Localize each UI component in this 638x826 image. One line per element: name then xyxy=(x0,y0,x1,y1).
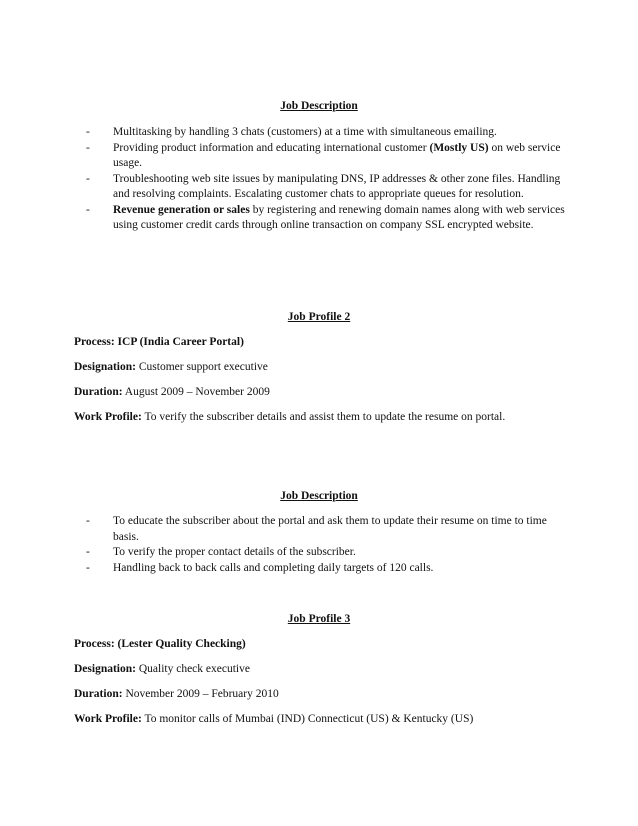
job-description-list xyxy=(86,514,566,576)
work-profile-value: To verify the subscriber details and assist them to update the resume on portal. xyxy=(141,411,506,423)
bullet-dash: - xyxy=(86,561,90,574)
job-profile-2-heading: Job Profile 2 xyxy=(287,311,351,323)
bullet-text: Troubleshooting web site issues by manipulating DNS, IP addresses & other zone files. Handling and resolving complaints. Escalating customer chats to appropriate queues for resolution. xyxy=(113,172,561,200)
list-item xyxy=(86,203,566,234)
bullet-dash: - xyxy=(86,203,90,216)
work-profile-field xyxy=(74,411,594,423)
work-profile-label: Work Profile: xyxy=(74,411,142,423)
bullet-text: Multitasking by handling 3 chats (customers) at a time with simultaneous emailing. xyxy=(113,126,497,138)
designation-field xyxy=(74,361,594,373)
bullet-text: To verify the proper contact details of the subscriber. xyxy=(113,546,356,558)
list-item xyxy=(86,141,566,172)
process-label: Process: (Lester Quality Checking) xyxy=(74,638,246,650)
bullet-text: Handling back to back calls and completing daily targets of 120 calls. xyxy=(113,561,434,574)
job-description-heading: Job Description xyxy=(280,100,358,112)
bullet-text: by registering and renewing domain names along with web services using customer credit cards through online transaction on company SSL encrypted website. xyxy=(113,203,565,231)
process-field xyxy=(74,638,594,650)
bullet-dash: - xyxy=(86,546,90,558)
duration-label: Duration: xyxy=(74,386,123,398)
bullet-text: To educate the subscriber about the portal and ask them to update their resume on time to time basis. xyxy=(113,515,547,543)
bullet-dash: - xyxy=(86,172,90,185)
designation-value: Quality check executive xyxy=(135,663,250,675)
list-item xyxy=(86,545,566,561)
bullet-bold-text: (Mostly US) xyxy=(429,141,489,154)
duration-field xyxy=(74,386,594,398)
job-description-list xyxy=(86,125,566,234)
bullet-bold-text: Revenue generation or sales xyxy=(113,203,250,216)
work-profile-field xyxy=(74,713,594,725)
list-item xyxy=(86,172,566,203)
bullet-text: Providing product information and educating international customer xyxy=(113,141,430,154)
list-item xyxy=(86,561,566,577)
duration-label: Duration: xyxy=(74,688,123,700)
process-field xyxy=(74,336,594,348)
duration-field xyxy=(74,688,594,700)
bullet-dash: - xyxy=(86,141,90,154)
designation-label: Designation: xyxy=(74,361,136,373)
job-profile-3-heading: Job Profile 3 xyxy=(287,613,351,625)
duration-value: August 2009 – November 2009 xyxy=(122,386,270,398)
duration-value: November 2009 – February 2010 xyxy=(122,688,279,700)
list-item xyxy=(86,514,566,545)
work-profile-label: Work Profile: xyxy=(74,713,142,725)
list-item xyxy=(86,125,566,141)
designation-value: Customer support executive xyxy=(135,361,268,373)
process-label: Process: ICP (India Career Portal) xyxy=(74,336,244,348)
bullet-text: on web service usage. xyxy=(113,141,561,169)
bullet-dash: - xyxy=(86,126,90,138)
designation-label: Designation: xyxy=(74,663,136,675)
bullet-dash: - xyxy=(86,515,90,527)
job-description-heading: Job Description xyxy=(280,490,358,502)
designation-field xyxy=(74,663,594,675)
work-profile-value: To monitor calls of Mumbai (IND) Connecticut (US) & Kentucky (US) xyxy=(141,713,474,725)
